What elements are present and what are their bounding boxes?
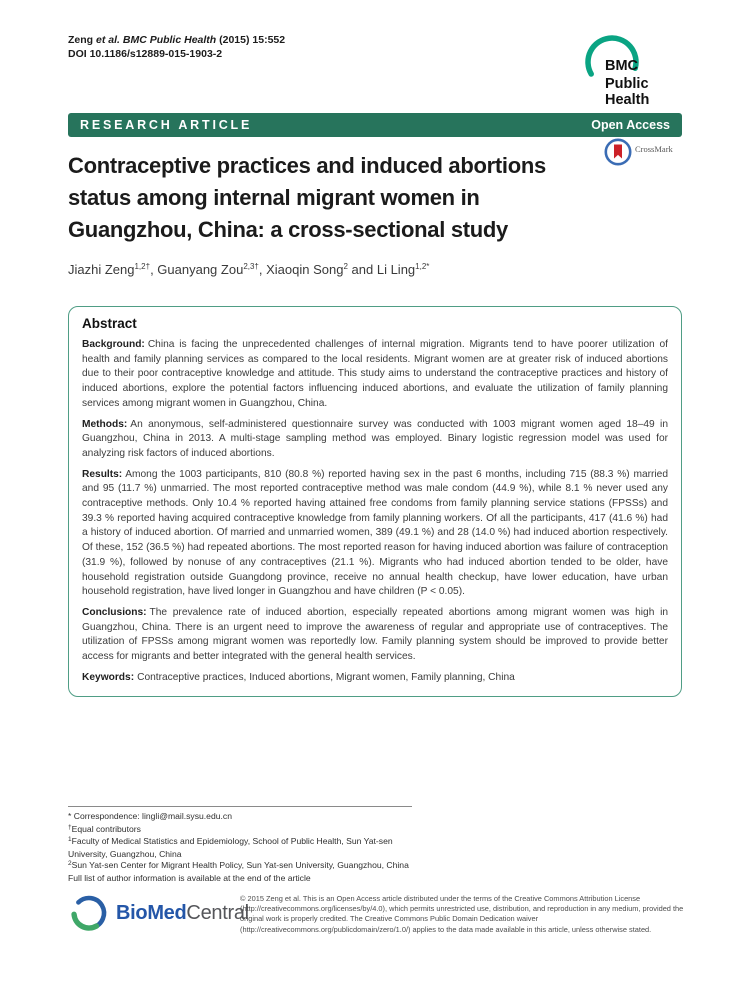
author-name: Xiaoqin Song	[266, 262, 344, 277]
crossmark-badge[interactable]	[604, 138, 673, 166]
citation-line: Zeng et al. BMC Public Health (2015) 15:552	[68, 34, 286, 46]
crossmark-label: CrossMark	[635, 144, 673, 154]
abstract-section-keywords	[82, 671, 668, 686]
section-text: An anonymous, self-administered questionnaire survey was conducted with 1003 migrant women aged 18–49 in Guangzhou, China in 2013. A multi-stage sampling method was employed. Binary logistic regression model was used for analyzing risk factors of induced abortions.	[82, 418, 668, 459]
abstract-section-results	[82, 468, 668, 600]
article-type-banner	[68, 113, 682, 137]
section-label: Results:	[82, 468, 123, 480]
author-name: Li Ling	[376, 262, 416, 277]
section-text: Among the 1003 participants, 810 (80.8 %) reported having sex in the past 6 months, including 715 (88.3 %) married and 95 (11.7 %) unmarried. The most reported contraceptive method was male condom (44.9 %), while 8.1 % never used any contraceptive methods. Only 10.4 % reported having attained free condoms from family planning service stations (FPSSs) and 39.3 % reported having acquired contraceptive knowledge from family planning workers. Of all the participants, 417 (41.6 %) had a history of induced abortion. Of married and unmarried women, 389 (49.1 %) and 28 (14.0 %) had induced abortion respectively. Of these, 152 (36.5 %) had repeated abortions. The most reported reason for having induced abortion was failure of contraception (31.9 %), followed by nonuse of any contraceptives (21.1 %). Migrants who had induced abortion tended to be older, have household registration outside Guangdong province, receive no annual health checkup, have lower education, have urban household registration, have lived longer in Guangzhou and have children (P < 0.05).	[82, 468, 668, 598]
biomed-central-logo	[69, 893, 249, 933]
authors-line: Jiazhi Zeng$^{1,2\dagger}$, Guanyang Zou$^{2,3\dagger}$, Xiaoqin Song$^2$ and Li Ling$^{1,2*}$	[68, 262, 430, 277]
abstract-heading: Abstract	[82, 316, 137, 331]
section-label: Methods:	[82, 418, 128, 430]
footnote-affiliation-2: $^2$Sun Yat-sen Center for Migrant Health Policy, Sun Yat-sen University, Guangzhou, China	[68, 860, 409, 871]
author-superscript: 1,2*	[415, 262, 430, 271]
abstract-box	[68, 306, 682, 697]
crossmark-icon	[604, 138, 632, 166]
author-superscript: 2	[343, 262, 348, 271]
footnote-author-info: Full list of author information is available at the end of the article	[68, 872, 311, 883]
header-citation	[68, 33, 285, 61]
footnote-equal-contributors: †Equal contributors	[68, 823, 141, 834]
title-line-1: Contraceptive practices and induced abortions	[68, 153, 546, 178]
biomed-logo-text-central: Central	[186, 901, 249, 924]
footnote-divider	[68, 806, 412, 807]
section-label: Conclusions:	[82, 606, 147, 618]
doi-line: DOI 10.1186/s12889-015-1903-2	[68, 48, 223, 60]
open-access-label: Open Access	[591, 118, 670, 132]
bmc-journal-logo	[583, 30, 693, 108]
section-label: Background:	[82, 339, 145, 350]
section-text: The prevalence rate of induced abortion, especially repeated abortions among migrant women was high in Guangzhou, China. There is an urgent need to improve the awareness of regular and appropriate use of contraceptives. The utilization of FPSSs among migrant women was reportedly low. Family planning system should be improved to provide better access for migrants and better integrated with the general health services.	[82, 606, 668, 663]
section-label: Keywords:	[82, 671, 135, 683]
abstract-section-background	[82, 338, 668, 412]
abstract-section-methods	[82, 418, 668, 462]
author-superscript: 1,2†	[134, 262, 151, 271]
section-text: Contraceptive practices, Induced abortions, Migrant women, Family planning, China	[137, 671, 515, 683]
author-name: Guanyang Zou	[157, 262, 244, 277]
section-text: China is facing the unprecedented challenges of internal migration. Migrants tend to have poorer utilization of health and family planning services as compared to the local residents. Migrant women are at greater risk of induced abortions due to their poor contraceptive knowledge and attitude. This study aims to understand the contraceptive practices and history of induced abortions, explore the potential factors influencing induced abortions, and evaluate the utilization of family planning services among migrant women in Guangzhou, China.	[82, 339, 668, 409]
title-line-2: status among internal migrant women in	[68, 185, 480, 210]
bmc-logo-line2: Public Health	[605, 76, 650, 108]
abstract-section-conclusions	[82, 606, 668, 665]
bmc-logo-line1: BMC	[605, 58, 639, 74]
research-article-label: RESEARCH ARTICLE	[80, 118, 253, 132]
copyright-text: © 2015 Zeng et al. This is an Open Access article distributed under the terms of the Creative Commons Attribution License (http://creativecommons.org/licenses/by/4.0), which permits unrestricted use, distribution, and reproduction in any medium, provided the original work is properly credited. The Creative Commons Public Domain Dedication waiver (http://creativecommons.org/publicdomain/zero/1.0/) applies to the data made available in this article, unless otherwise stated.	[240, 894, 684, 934]
author-name: Jiazhi Zeng	[68, 262, 135, 277]
footnote-correspondence: * Correspondence: lingli@mail.sysu.edu.cn	[68, 811, 232, 821]
footnote-affiliation-1: $^1$Faculty of Medical Statistics and Epidemiology, School of Public Health, Sun Yat-sen University, Guangzhou, China	[68, 836, 393, 859]
biomed-circle-icon	[69, 893, 109, 933]
footnotes	[68, 811, 422, 886]
title-line-3: Guangzhou, China: a cross-sectional study	[68, 217, 508, 242]
biomed-logo-text-biomed: BioMed	[116, 901, 187, 924]
author-superscript: 2,3†	[243, 262, 259, 271]
article-title	[68, 150, 546, 246]
